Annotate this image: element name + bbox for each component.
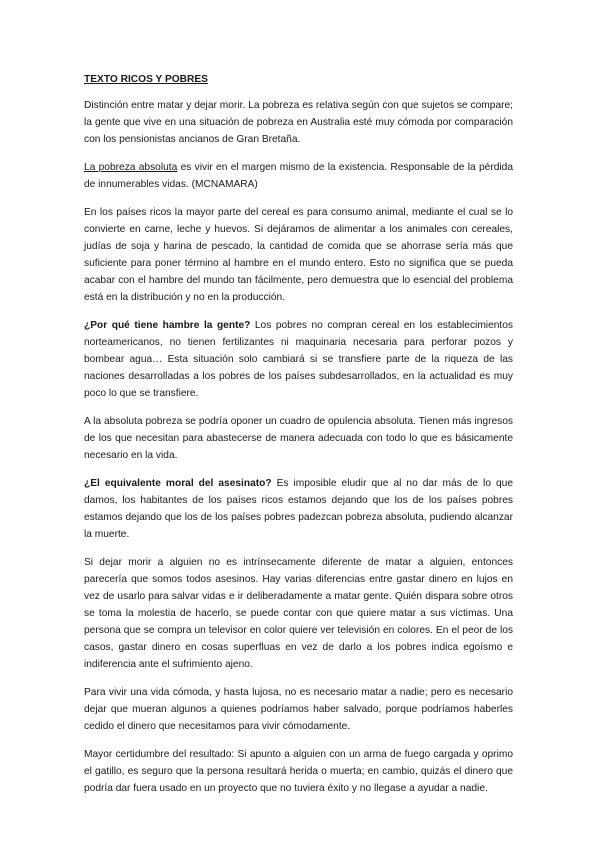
paragraph-2-lead: La pobreza absoluta [84, 162, 178, 173]
paragraph-5: A la absoluta pobreza se podría oponer un cuadro de opulencia absoluta. Tienen más ingresos de los que necesitan para abastecerse de manera adecuada con todo lo que es básicamente necesario en la vida. [84, 416, 513, 461]
paragraph-3: En los países ricos la mayor parte del cereal es para consumo animal, mediante el cual se lo convierte en carne, leche y huevos. Si dejáramos de alimentar a los animales con cereales, judías de soja y harina de pescado, la cantidad de comida que se ahorrase sería más que suficiente para poner término al hambre en el mundo entero. Esto no significa que se pueda acabar con el hambre del mundo tan fácilmente, pero demuestra que lo esencial del problema está en la distribución y no en la producción. [84, 207, 513, 303]
paragraph-2 [84, 159, 513, 193]
document-page [84, 71, 513, 808]
paragraph-7: Si dejar morir a alguien no es intrínsecamente diferente de matar a alguien, entonces parecería que somos todos asesinos. Hay varias diferencias entre gastar dinero en lujos en vez de usarlo para salvar vidas e ir deliberadamente a matar gente. Quién dispara sobre otros se toma la molestia de hacerlo, se puede contar con que quiere matar a sus víctimas. Una persona que se compra un televisor en color quiere ver televisión en colores. En el peor de los casos, gastar dinero en cosas superfluas en vez de darlo a los pobres indica egoísmo e indiferencia ante el sufrimiento ajeno. [84, 557, 513, 670]
paragraph-4-text: Los pobres no compran cereal en los establecimientos norteamericanos, no tienen fertilizantes ni maquinaria necesaria para perforar pozos y bombear agua… Esta situación solo cambiará si se transfiere parte de la riqueza de las naciones desarrolladas a los pobres de los países subdesarrollados, en la actualidad es muy poco lo que se transfiere. [84, 320, 513, 399]
paragraph-6-lead: ¿El equivalente moral del asesinato? [84, 478, 272, 489]
paragraph-4-lead: ¿Por qué tiene hambre la gente? [84, 320, 251, 331]
paragraph-9: Mayor certidumbre del resultado: Si apunto a alguien con un arma de fuego cargada y oprimo el gatillo, es seguro que la persona resultará herida o muerta; en cambio, quizás el dinero que podría dar fuera usado en un proyecto que no tuviera éxito y no llegase a ayudar a nadie. [84, 749, 513, 794]
paragraph-1: Distinción entre matar y dejar morir. La pobreza es relativa según con que sujetos se compare; la gente que vive en una situación de pobreza en Australia esté muy cómoda por comparación con los pensionistas ancianos de Gran Bretaña. [84, 100, 513, 145]
paragraph-2-text: es vivir en el margen mismo de la existencia. Responsable de la pérdida de innumerables vidas. (MCNAMARA) [84, 162, 513, 190]
document-title: TEXTO RICOS Y POBRES [84, 74, 208, 85]
paragraph-6-text: Es imposible eludir que al no dar más de lo que damos, los habitantes de los países ricos estamos dejando que los de los países pobres estamos dejando que los de los países pobres padezcan pobreza absoluta, pudiendo alcanzar la muerte. [84, 478, 513, 540]
paragraph-4 [84, 317, 513, 402]
paragraph-8: Para vivir una vida cómoda, y hasta lujosa, no es necesario matar a nadie; pero es necesario dejar que mueran algunos a quienes podríamos haber salvado, porque podríamos haberles cedido el dinero que necesitamos para vivir cómodamente. [84, 687, 513, 732]
paragraph-6 [84, 475, 513, 543]
